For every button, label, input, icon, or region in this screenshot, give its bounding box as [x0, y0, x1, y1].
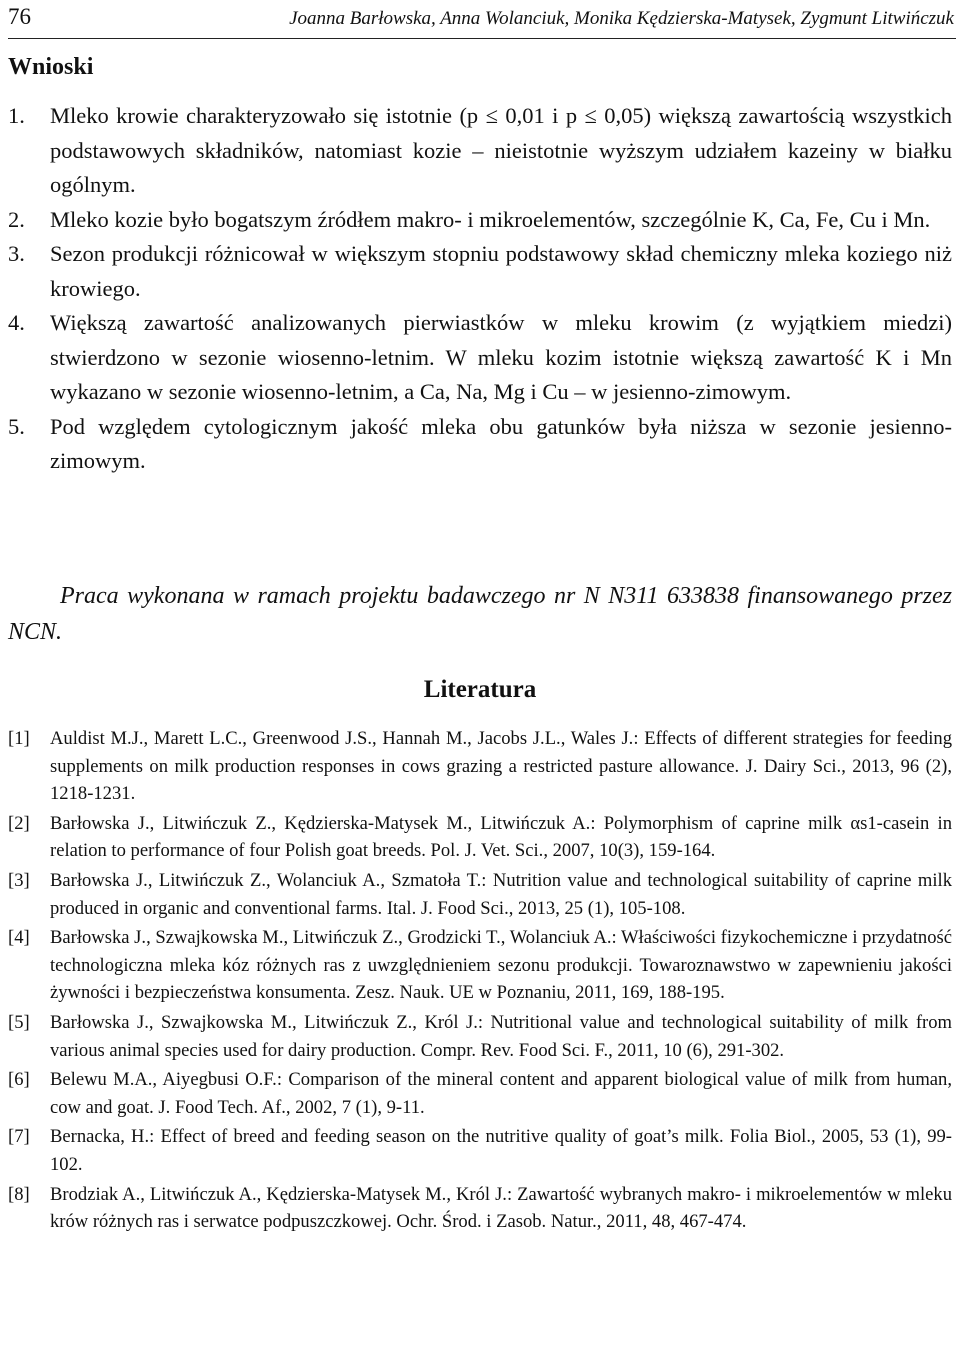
running-header	[8, 4, 956, 39]
reference-item	[8, 867, 952, 922]
reference-item	[8, 1009, 952, 1064]
conclusion-number: 1.	[8, 103, 25, 128]
conclusion-item	[8, 203, 952, 238]
reference-text: Brodziak A., Litwińczuk A., Kędzierska-Matysek M., Król J.: Zawartość wybranych makro- i mikroelementów w mleku krów różnych ras i serwatce podpuszczkowej. Ochr. Środ. i Zasob. Natur., 2011, 48, 467-474.	[50, 1183, 952, 1233]
reference-text: Barłowska J., Litwińczuk Z., Wolanciuk A., Szmatoła T.: Nutrition value and technological suitability of caprine milk produced in organic and conventional farms. Ital. J. Food Sci., 2013, 25 (1), 105-108.	[50, 869, 952, 919]
reference-number: [5]	[8, 1011, 30, 1033]
reference-number: [2]	[8, 812, 30, 834]
reference-item	[8, 725, 952, 808]
reference-text: Barłowska J., Szwajkowska M., Litwińczuk Z., Król J.: Nutritional value and technological suitability of milk from various animal species used for dairy production. Compr. Rev. Food Sci. F., 2011, 10 (6), 291-302.	[50, 1011, 952, 1061]
acknowledgement-note: Praca wykonana w ramach projektu badawczego nr N N311 633838 finansowanego przez NCN.	[8, 583, 952, 645]
conclusion-number: 5.	[8, 413, 25, 439]
section-title-conclusions: Wnioski	[8, 54, 94, 80]
reference-text: Belewu M.A., Aiyegbusi O.F.: Comparison of the mineral content and apparent biological value of milk from human, cow and goat. J. Food Tech. Af., 2002, 7 (1), 9-11.	[50, 1069, 952, 1118]
conclusion-number: 2.	[8, 206, 25, 232]
conclusion-text: Mleko kozie było bogatszym źródłem makro- i mikroelementów, szczególnie K, Ca, Fe, Cu i Mn.	[50, 206, 931, 232]
reference-item	[8, 810, 952, 865]
reference-number: [6]	[8, 1069, 30, 1091]
reference-text: Auldist M.J., Marett L.C., Greenwood J.S., Hannah M., Jacobs J.L., Wales J.: Effects of different strategies for feeding supplements on milk production responses in cows grazing a restricted pasture allowance. J. Dairy Sci., 2013, 96 (2), 1218-1231.	[50, 728, 952, 805]
reference-number: [3]	[8, 869, 30, 891]
conclusion-item	[8, 410, 952, 479]
section-title-literature: Literatura	[423, 676, 537, 703]
reference-number: [7]	[8, 1126, 30, 1148]
reference-item	[8, 1123, 952, 1178]
reference-number: [4]	[8, 927, 30, 949]
reference-item	[8, 924, 952, 1007]
conclusion-number: 4.	[8, 310, 25, 335]
conclusion-number: 3.	[8, 241, 25, 266]
reference-text: Barłowska J., Szwajkowska M., Litwińczuk Z., Grodzicki T., Wolanciuk A.: Właściwości fizykochemiczne i przydatność technologiczna mleka kóz różnych ras z uwzględnieniem sezonu produkcji. Towaroznawstwo w zapewnieniu jakości żywności i bezpieczeństwa konsumenta. Zesz. Nauk. UE w Poznaniu, 2011, 169, 188-195.	[50, 927, 952, 1004]
reference-item	[8, 1066, 952, 1121]
conclusion-text: Sezon produkcji różnicował w większym stopniu podstawowy skład chemiczny mleka koziego niż krowiego.	[50, 241, 952, 301]
running-head-authors: Joanna Barłowska, Anna Wolanciuk, Monika Kędzierska-Matysek, Zygmunt Litwińczuk	[289, 8, 954, 29]
reference-text: Bernacka, H.: Effect of breed and feeding season on the nutritive quality of goat’s milk. Folia Biol., 2005, 53 (1), 99-102.	[50, 1126, 952, 1175]
conclusion-text: Mleko krowie charakteryzowało się istotnie (p ≤ 0,01 i p ≤ 0,05) większą zawartością wszystkich podstawowych składników, natomiast kozie – nieistotnie wyższym udziałem kazeiny w białku ogólnym.	[50, 103, 952, 197]
conclusion-item	[8, 99, 952, 203]
reference-number: [1]	[8, 728, 30, 749]
conclusion-item	[8, 237, 952, 306]
reference-number: [8]	[8, 1183, 30, 1205]
reference-text: Barłowska J., Litwińczuk Z., Kędzierska-Matysek M., Litwińczuk A.: Polymorphism of caprine milk αs1-casein in relation to performance of four Polish goat breeds. Pol. J. Vet. Sci., 2007, 10(3), 159-164.	[50, 812, 952, 862]
page-number: 76	[8, 4, 31, 29]
reference-list	[8, 725, 952, 1238]
conclusions-list	[8, 99, 952, 479]
reference-item	[8, 1181, 952, 1236]
conclusion-item	[8, 306, 952, 410]
conclusion-text: Pod względem cytologicznym jakość mleka obu gatunków była niższa w sezonie jesienno-zimowym.	[50, 413, 952, 473]
conclusion-text: Większą zawartość analizowanych pierwiastków w mleku krowim (z wyjątkiem miedzi) stwierdzono w sezonie wiosenno-letnim. W mleku kozim istotnie większą zawartość K i Mn wykazano w sezonie wiosenno-letnim, a Ca, Na, Mg i Cu – w jesienno-zimowym.	[50, 310, 952, 404]
